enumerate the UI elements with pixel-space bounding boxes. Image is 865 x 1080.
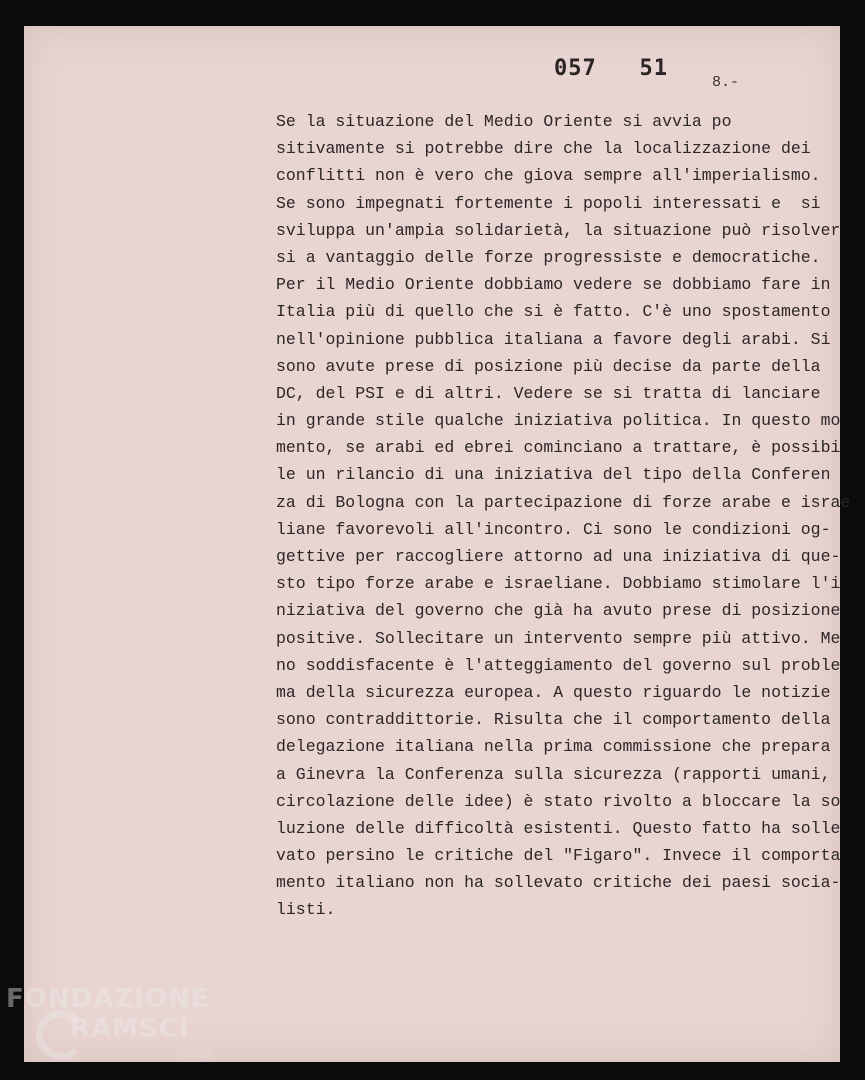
text-line: a Ginevra la Conferenza sulla sicurezza (rapporti umani, [276, 764, 831, 784]
text-line: luzione delle difficoltà esistenti. Questo fatto ha solle [276, 818, 841, 838]
text-line: mento italiano non ha sollevato critiche dei paesi socia- [276, 873, 841, 893]
text-line: niziativa del governo che già ha avuto prese di posizione [276, 601, 841, 621]
text-line: listi. [276, 900, 336, 920]
watermark-line-3: onlus [182, 1048, 212, 1061]
text-line: le un rilancio di una iniziativa del tipo della Conferen [276, 465, 831, 485]
text-line: positive. Sollecitare un intervento sempre più attivo. Me [276, 628, 841, 648]
text-line: gettive per raccogliere attorno ad una iniziativa di que- [276, 547, 841, 566]
text-line: sono contraddittorie. Risulta che il comportamento della [276, 710, 831, 730]
text-line: mento, se arabi ed ebrei cominciano a trattare, è possibi [276, 438, 841, 458]
text-line: sono avute prese di posizione più decise da parte della [276, 356, 821, 376]
text-line: Per il Medio Oriente dobbiamo vedere se dobbiamo fare in [276, 275, 831, 295]
archive-number: 057 51 [554, 56, 668, 81]
document-page [24, 26, 851, 1062]
text-line: sto tipo forze arabe e israeliane. Dobbiamo stimolare l'i [276, 574, 841, 594]
body-text [276, 108, 851, 924]
text-line: delegazione italiana nella prima commissione che prepara [276, 737, 831, 757]
text-line: conflitti non è vero che giova sempre all'imperialismo. [276, 166, 821, 186]
text-line: DC, del PSI e di altri. Vedere se si tratta di lanciare [276, 383, 821, 403]
text-line: Italia più di quello che si è fatto. C'è uno spostamento [276, 302, 831, 322]
text-line: za di Bologna con la partecipazione di forze arabe e israe [276, 492, 851, 512]
watermark-line-2: RAMSCI [70, 1014, 190, 1044]
page-number: 8.- [712, 74, 740, 91]
text-line: vato persino le critiche del "Figaro". Invece il comporta [276, 846, 841, 866]
fondazione-gramsci-watermark [6, 984, 226, 1074]
text-line: Se la situazione del Medio Oriente si avvia po [276, 112, 732, 131]
watermark-line-1: FONDAZIONE [6, 984, 210, 1014]
text-line: liane favorevoli all'incontro. Ci sono le condizioni og- [276, 519, 831, 539]
text-line: in grande stile qualche iniziativa politica. In questo mo [276, 411, 841, 431]
text-line: no soddisfacente è l'atteggiamento del governo sul proble [276, 655, 841, 675]
text-line: Se sono impegnati fortemente i popoli interessati e si [276, 193, 821, 213]
text-line: sitivamente si potrebbe dire che la localizzazione dei [276, 139, 811, 159]
text-line: sviluppa un'ampia solidarietà, la situazione può risolver [276, 220, 841, 240]
text-line: si a vantaggio delle forze progressiste e democratiche. [276, 247, 821, 267]
text-line: ma della sicurezza europea. A questo riguardo le notizie [276, 682, 831, 702]
text-line: nell'opinione pubblica italiana a favore degli arabi. Si [276, 329, 831, 349]
text-line: circolazione delle idee) è stato rivolto a bloccare la so [276, 791, 841, 811]
